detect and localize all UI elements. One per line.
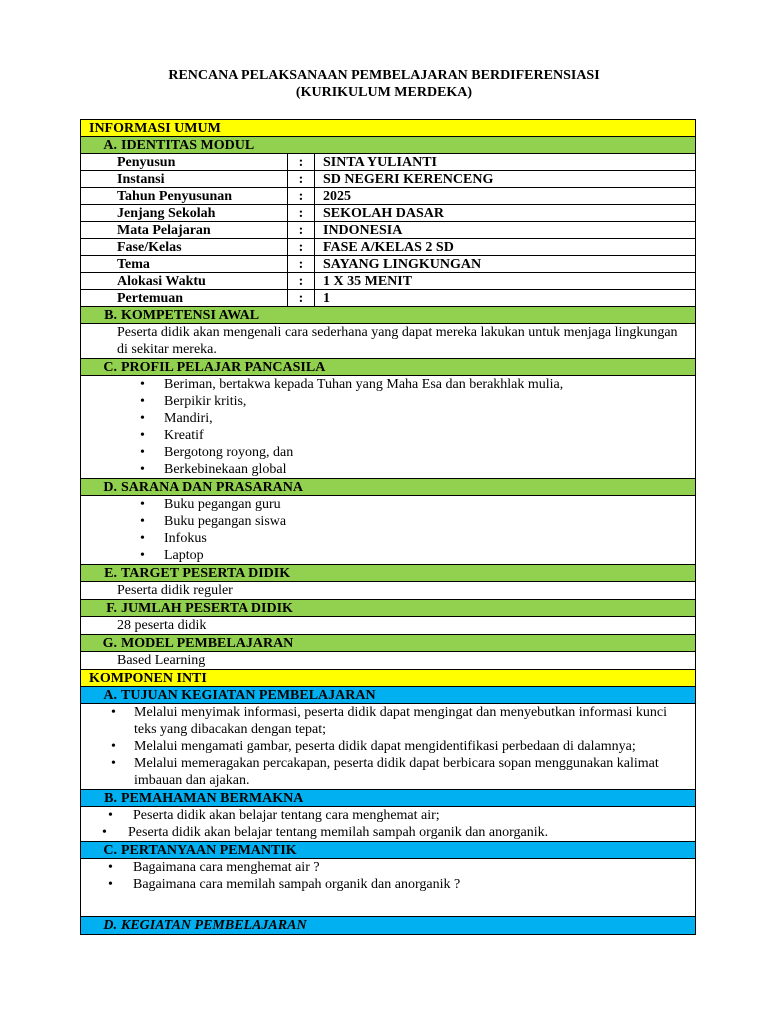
subsection-sarana-prasarana bbox=[81, 479, 695, 496]
list-item-text: Bergotong royong, dan bbox=[164, 445, 294, 460]
subsection-profil-pancasila bbox=[81, 359, 695, 376]
model-pembelajaran-text: Based Learning bbox=[81, 652, 695, 670]
identity-label: Tahun Penyusunan bbox=[81, 188, 288, 204]
identity-row bbox=[81, 273, 695, 290]
identity-row bbox=[81, 256, 695, 273]
profil-pancasila-list-cell bbox=[81, 376, 695, 479]
subsection-title: KEGIATAN PEMBELAJARAN bbox=[121, 918, 307, 933]
subsection-title: PROFIL PELAJAR PANCASILA bbox=[121, 360, 326, 375]
identity-separator: : bbox=[288, 256, 315, 272]
kompetensi-awal-text: Peserta didik akan mengenali cara sederhana yang dapat mereka lakukan untuk menjaga lingkungan di sekitar mereka. bbox=[81, 324, 695, 359]
identity-separator: : bbox=[288, 188, 315, 204]
bullet-icon: • bbox=[111, 705, 116, 720]
subsection-pertanyaan-pemantik bbox=[81, 842, 695, 859]
identity-value: 2025 bbox=[323, 189, 351, 204]
list-item-text: Mandiri, bbox=[164, 411, 213, 426]
list-item bbox=[81, 755, 695, 789]
list-item bbox=[81, 444, 695, 461]
list-item-text: Berpikir kritis, bbox=[164, 394, 247, 409]
list-item bbox=[81, 410, 695, 427]
identity-label: Tema bbox=[81, 256, 288, 272]
list-item bbox=[81, 807, 695, 824]
subsection-letter: D. bbox=[103, 918, 117, 933]
pemahaman-list-cell bbox=[81, 807, 695, 842]
list-item-text: Peserta didik akan belajar tentang memilah sampah organik dan anorganik. bbox=[128, 825, 549, 840]
list-item-text: Beriman, bertakwa kepada Tuhan yang Maha Esa dan berakhlak mulia, bbox=[164, 377, 564, 392]
list-item bbox=[81, 530, 695, 547]
section-informasi-umum: INFORMASI UMUM bbox=[81, 120, 695, 137]
identity-label: Mata Pelajaran bbox=[81, 222, 288, 238]
sarana-list-cell bbox=[81, 496, 695, 565]
subsection-title: PERTANYAAN PEMANTIK bbox=[121, 843, 297, 858]
subsection-letter: B. bbox=[104, 308, 117, 323]
list-item bbox=[81, 461, 695, 478]
subsection-title: JUMLAH PESERTA DIDIK bbox=[121, 601, 293, 616]
bullet-icon: • bbox=[111, 756, 116, 771]
subsection-title: MODEL PEMBELAJARAN bbox=[121, 636, 294, 651]
title-line-2: (KURIKULUM MERDEKA) bbox=[295, 85, 473, 100]
identity-separator: : bbox=[288, 290, 315, 306]
bullet-icon: • bbox=[108, 877, 113, 892]
list-item-text: Bagaimana cara menghemat air ? bbox=[133, 860, 320, 875]
identity-row bbox=[81, 239, 695, 256]
subsection-title: KOMPETENSI AWAL bbox=[121, 308, 260, 323]
subsection-letter: B. bbox=[104, 791, 117, 806]
bullet-icon: • bbox=[108, 808, 113, 823]
tujuan-list bbox=[81, 704, 695, 789]
identity-label: Instansi bbox=[81, 171, 288, 187]
subsection-identitas-modul bbox=[81, 137, 695, 154]
target-peserta-text: Peserta didik reguler bbox=[81, 582, 695, 600]
section-komponen-inti: KOMPONEN INTI bbox=[81, 670, 695, 687]
subsection-letter: A. bbox=[103, 138, 117, 153]
bullet-icon: • bbox=[140, 411, 145, 426]
document-title bbox=[0, 67, 768, 101]
bullet-icon: • bbox=[140, 394, 145, 409]
identity-value: 1 bbox=[323, 291, 330, 306]
subsection-letter: F. bbox=[106, 601, 117, 616]
list-item-text: Buku pegangan guru bbox=[164, 497, 281, 512]
bullet-icon: • bbox=[140, 445, 145, 460]
subsection-title: SARANA DAN PRASARANA bbox=[121, 480, 304, 495]
list-item-text: Bagaimana cara memilah sampah organik dan anorganik ? bbox=[133, 877, 461, 892]
identity-row bbox=[81, 171, 695, 188]
identity-label: Fase/Kelas bbox=[81, 239, 288, 255]
bullet-icon: • bbox=[140, 548, 145, 563]
bullet-icon: • bbox=[102, 825, 107, 840]
list-item-text: Melalui memeragakan percakapan, peserta didik dapat berbicara sopan menggunakan kalimat imbauan dan ajakan. bbox=[134, 756, 659, 788]
identity-separator: : bbox=[288, 239, 315, 255]
identity-separator: : bbox=[288, 273, 315, 289]
bullet-icon: • bbox=[140, 497, 145, 512]
list-item bbox=[81, 376, 695, 393]
list-item-text: Kreatif bbox=[164, 428, 204, 443]
subsection-letter: G. bbox=[102, 636, 117, 651]
pemahaman-list bbox=[81, 807, 695, 841]
list-item bbox=[81, 427, 695, 444]
list-item-text: Melalui mengamati gambar, peserta didik dapat mengidentifikasi perbedaan di dalamnya; bbox=[134, 739, 636, 754]
list-item bbox=[81, 547, 695, 564]
list-item bbox=[81, 876, 695, 893]
identity-label: Pertemuan bbox=[81, 290, 288, 306]
bullet-icon: • bbox=[140, 514, 145, 529]
identity-row bbox=[81, 188, 695, 205]
subsection-tujuan-kegiatan bbox=[81, 687, 695, 704]
identity-label: Penyusun bbox=[81, 154, 288, 170]
identity-value: SEKOLAH DASAR bbox=[323, 206, 444, 221]
subsection-letter: A. bbox=[103, 688, 117, 703]
identity-value: SINTA YULIANTI bbox=[323, 155, 437, 170]
subsection-title: PEMAHAMAN BERMAKNA bbox=[121, 791, 304, 806]
subsection-target-peserta-didik bbox=[81, 565, 695, 582]
subsection-kegiatan-pembelajaran bbox=[81, 917, 695, 934]
list-item bbox=[81, 859, 695, 876]
jumlah-peserta-text: 28 peserta didik bbox=[81, 617, 695, 635]
tujuan-list-cell bbox=[81, 704, 695, 790]
bullet-icon: • bbox=[111, 739, 116, 754]
identity-row bbox=[81, 222, 695, 239]
list-item-text: Laptop bbox=[164, 548, 204, 563]
list-item bbox=[81, 513, 695, 530]
list-item bbox=[81, 738, 695, 755]
sarana-list bbox=[81, 496, 695, 564]
profil-pancasila-list bbox=[81, 376, 695, 478]
list-item-text: Melalui menyimak informasi, peserta didik dapat mengingat dan menyebutkan informasi kunci teks yang dibacakan dengan tepat; bbox=[134, 705, 668, 737]
subsection-kompetensi-awal bbox=[81, 307, 695, 324]
identity-row bbox=[81, 205, 695, 222]
identity-separator: : bbox=[288, 154, 315, 170]
identity-label: Jenjang Sekolah bbox=[81, 205, 288, 221]
bullet-icon: • bbox=[108, 860, 113, 875]
list-item-text: Buku pegangan siswa bbox=[164, 514, 287, 529]
bullet-icon: • bbox=[140, 462, 145, 477]
subsection-letter: C. bbox=[103, 843, 117, 858]
identity-value: INDONESIA bbox=[323, 223, 403, 238]
rpp-form-table bbox=[80, 119, 696, 935]
subsection-letter: D. bbox=[103, 480, 117, 495]
list-item bbox=[81, 824, 695, 841]
identity-row bbox=[81, 154, 695, 171]
pertanyaan-list-cell bbox=[81, 859, 695, 917]
list-item-text: Berkebinekaan global bbox=[164, 462, 287, 477]
title-line-1: RENCANA PELAKSANAAN PEMBELAJARAN BERDIFERENSIASI bbox=[168, 68, 600, 83]
subsection-title: IDENTITAS MODUL bbox=[121, 138, 255, 153]
bullet-icon: • bbox=[140, 531, 145, 546]
subsection-jumlah-peserta-didik bbox=[81, 600, 695, 617]
bullet-icon: • bbox=[140, 428, 145, 443]
subsection-letter: E. bbox=[104, 566, 117, 581]
identity-value: SAYANG LINGKUNGAN bbox=[323, 257, 482, 272]
subsection-title: TARGET PESERTA DIDIK bbox=[121, 566, 291, 581]
identity-value: SD NEGERI KERENCENG bbox=[323, 172, 494, 187]
list-item bbox=[81, 496, 695, 513]
subsection-pemahaman-bermakna bbox=[81, 790, 695, 807]
identity-value: FASE A/KELAS 2 SD bbox=[323, 240, 454, 255]
list-item bbox=[81, 704, 695, 738]
subsection-model-pembelajaran bbox=[81, 635, 695, 652]
identity-row bbox=[81, 290, 695, 307]
subsection-title: TUJUAN KEGIATAN PEMBELAJARAN bbox=[121, 688, 376, 703]
identity-separator: : bbox=[288, 171, 315, 187]
pertanyaan-list bbox=[81, 859, 695, 893]
list-item-text: Infokus bbox=[164, 531, 207, 546]
subsection-letter: C. bbox=[103, 360, 117, 375]
identity-separator: : bbox=[288, 205, 315, 221]
list-item-text: Peserta didik akan belajar tentang cara menghemat air; bbox=[133, 808, 440, 823]
identity-value: 1 X 35 MENIT bbox=[323, 274, 413, 289]
bullet-icon: • bbox=[140, 377, 145, 392]
list-item bbox=[81, 393, 695, 410]
identity-label: Alokasi Waktu bbox=[81, 273, 288, 289]
identity-separator: : bbox=[288, 222, 315, 238]
